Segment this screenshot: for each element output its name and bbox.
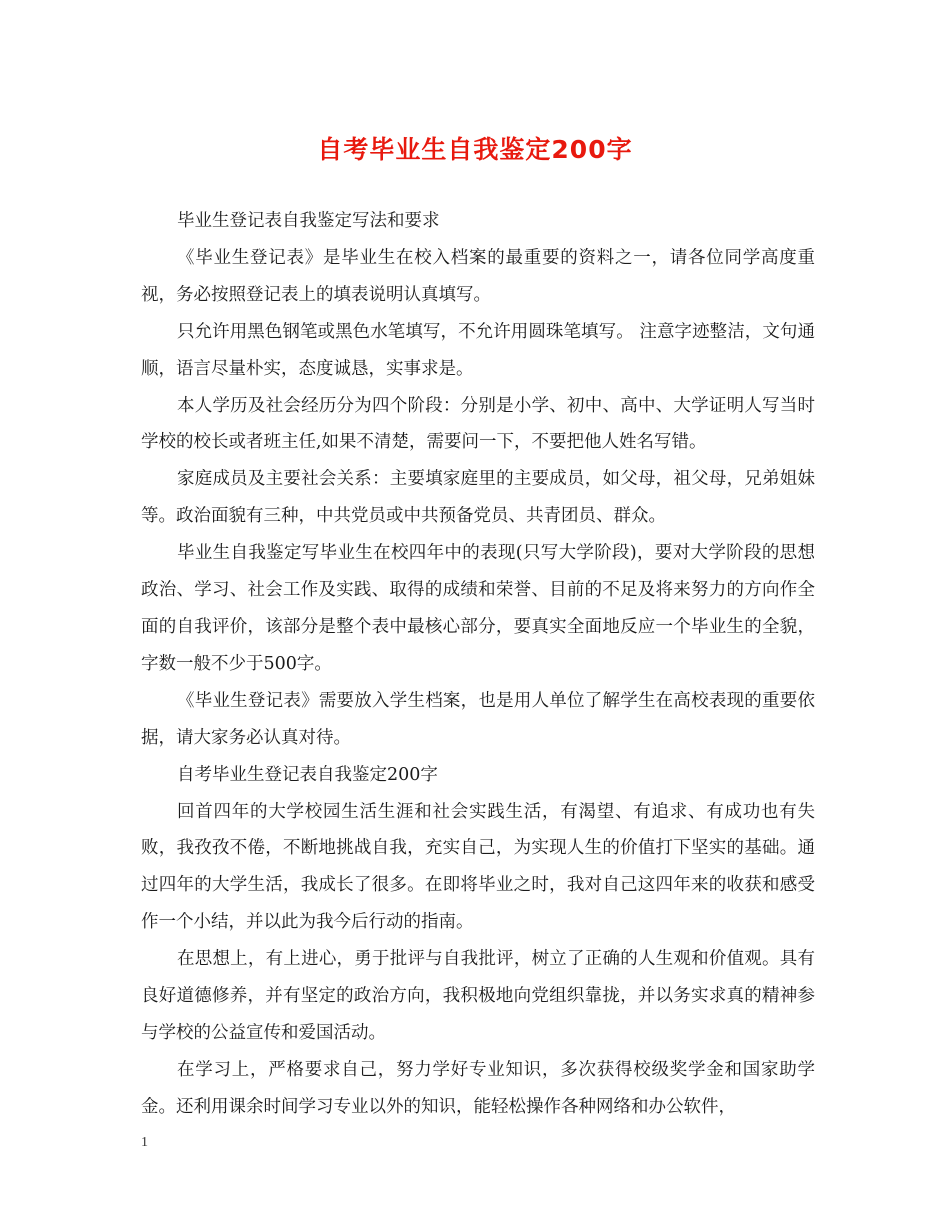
- paragraph: 回首四年的大学校园生活生涯和社会实践生活，有渴望、有追求、有成功也有失败，我孜孜不倦，不断地挑战自我，充实自己，为实现人生的价值打下坚实的基础。通过四年的大学生活，我成长了很多。在即将毕业之时，我对自己这四年来的收获和感受作一个小结，并以此为我今后行动的指南。: [141, 801, 815, 933]
- paragraph: 自考毕业生登记表自我鉴定200字: [177, 764, 438, 785]
- document-body: [141, 203, 815, 1126]
- paragraph: 毕业生自我鉴定写毕业生在校四年中的表现(只写大学阶段)，要对大学阶段的思想政治、学习、社会工作及实践、取得的成绩和荣誉、目前的不足及将来努力的方向作全面的自我评价，该部分是整个表中最核心部分，要真实全面地反应一个毕业生的全貌，字数一般不少于500字。: [141, 543, 815, 674]
- paragraph: 家庭成员及主要社会关系：主要填家庭里的主要成员，如父母，祖父母，兄弟姐妹等。政治面貌有三种，中共党员或中共预备党员、共青团员、群众。: [141, 469, 815, 527]
- document-title: 自考毕业生自我鉴定200字: [317, 135, 633, 164]
- paragraph: 在思想上，有上进心，勇于批评与自我批评，树立了正确的人生观和价值观。具有良好道德修养，并有坚定的政治方向，我积极地向党组织靠拢，并以务实求真的精神参与学校的公益宣传和爱国活动。: [141, 949, 815, 1043]
- paragraph: 本人学历及社会经历分为四个阶段：分别是小学、初中、高中、大学证明人写当时学校的校长或者班主任,如果不清楚，需要问一下，不要把他人姓名写错。: [141, 395, 815, 453]
- paragraph: 只允许用黑色钢笔或黑色水笔填写，不允许用圆珠笔填写。 注意字迹整洁，文句通顺，语言尽量朴实，态度诚恳，实事求是。: [141, 321, 815, 379]
- page-number: 1: [141, 1135, 148, 1150]
- paragraph: 《毕业生登记表》是毕业生在校入档案的最重要的资料之一，请各位同学高度重视，务必按照登记表上的填表说明认真填写。: [141, 247, 815, 305]
- paragraph: 毕业生登记表自我鉴定写法和要求: [177, 211, 440, 231]
- paragraph: 在学习上，严格要求自己，努力学好专业知识，多次获得校级奖学金和国家助学金。还利用课余时间学习专业以外的知识，能轻松操作各种网络和办公软件，: [141, 1059, 815, 1117]
- paragraph: 《毕业生登记表》需要放入学生档案，也是用人单位了解学生在高校表现的重要依据，请大家务必认真对待。: [141, 690, 815, 748]
